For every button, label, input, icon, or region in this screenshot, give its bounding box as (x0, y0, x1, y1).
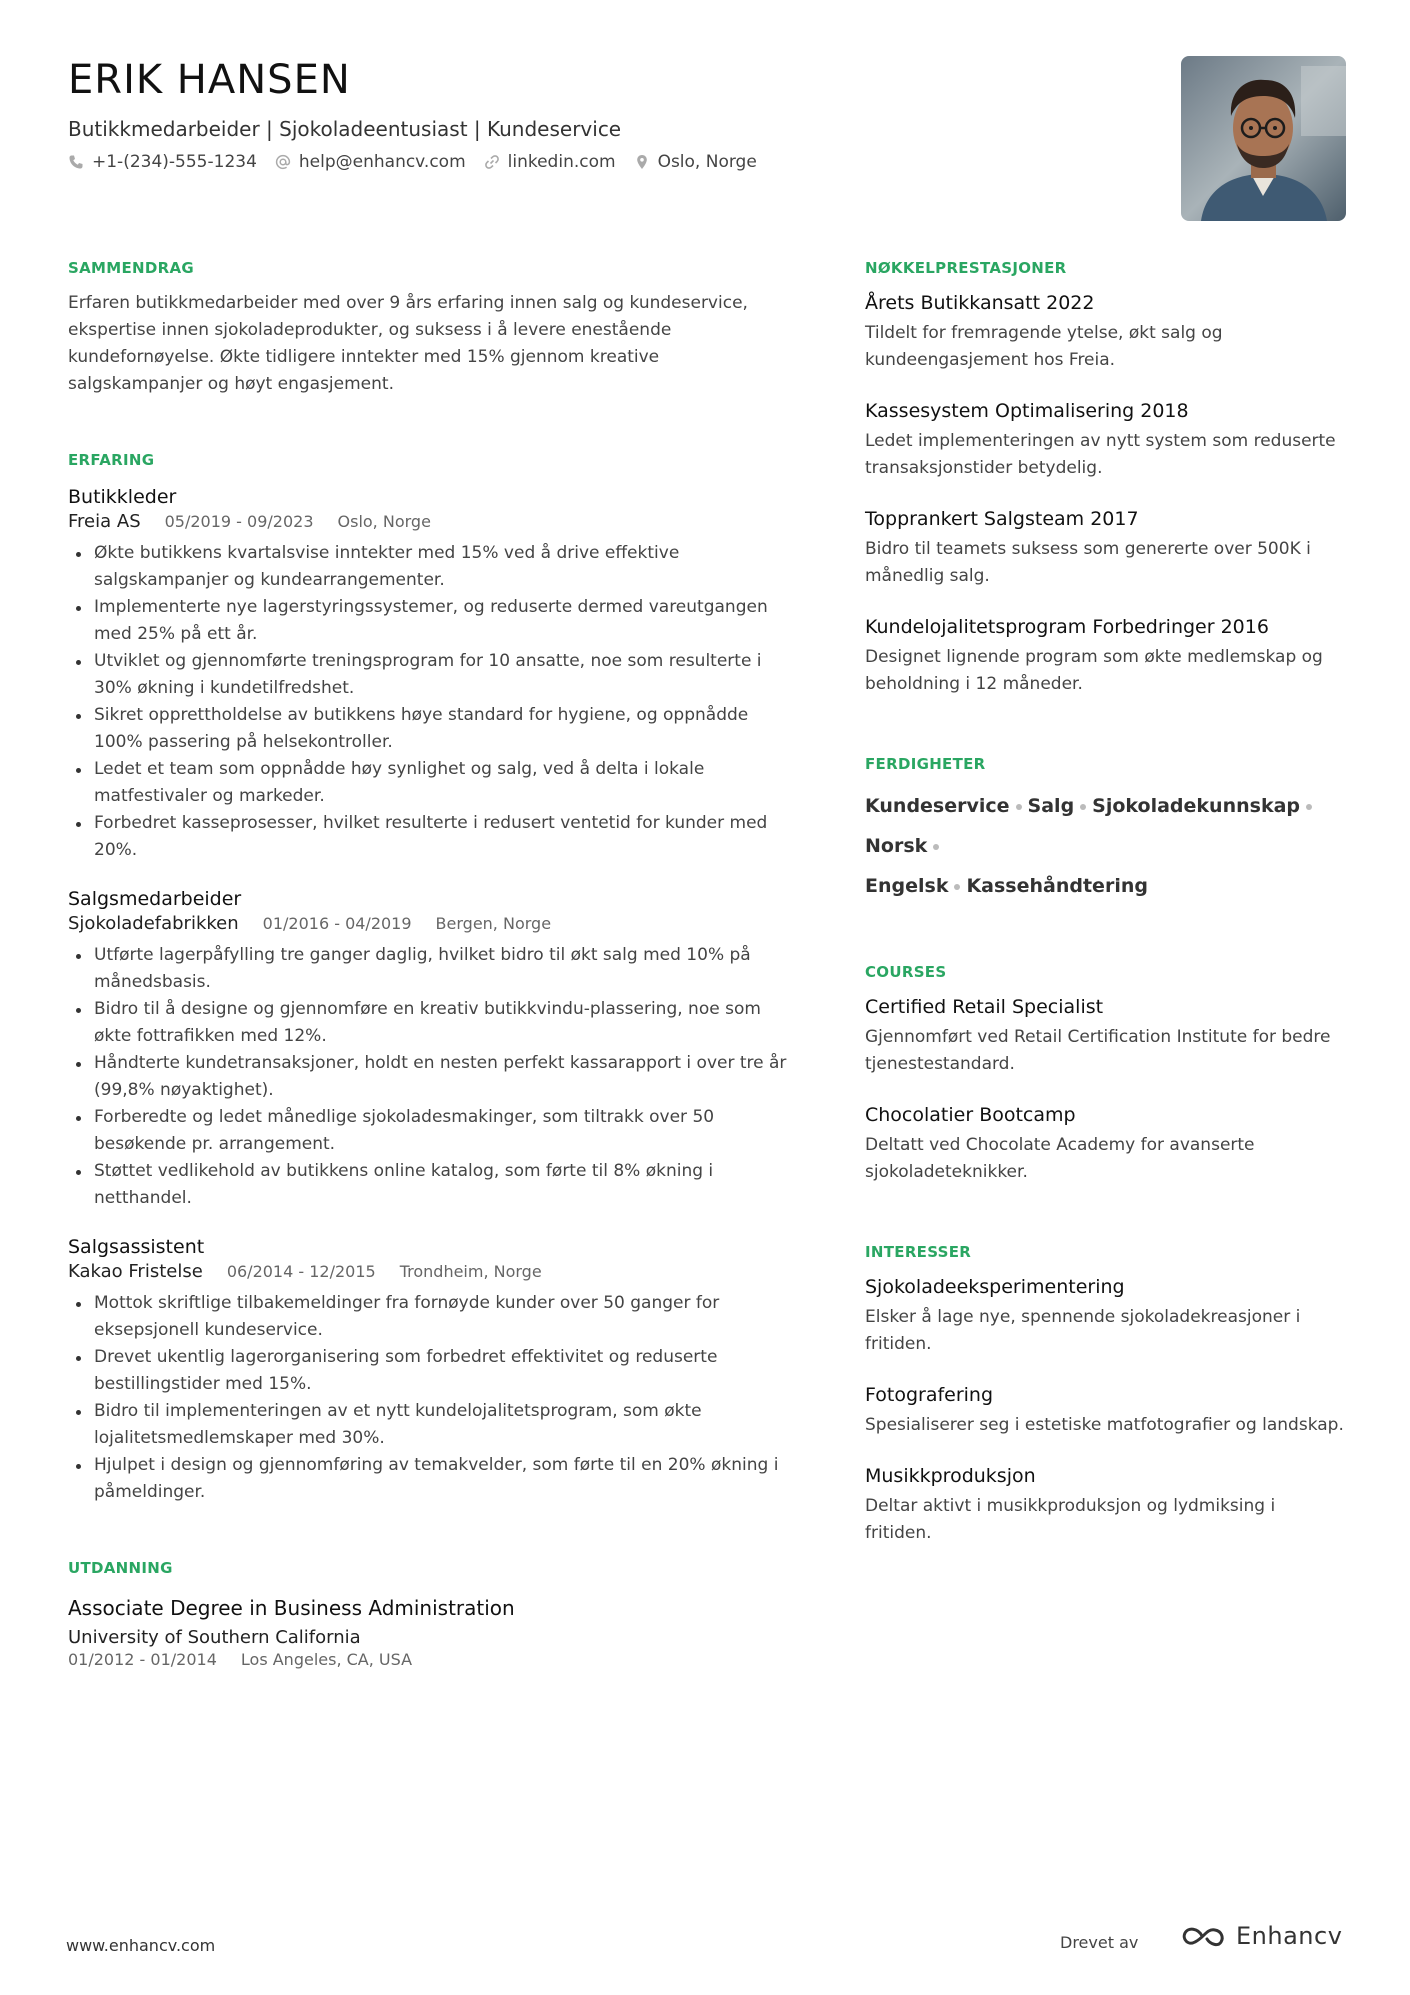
achievement-item (865, 398, 1345, 482)
job-company: Sjokoladefabrikken (68, 913, 239, 934)
footer-powered-by: Drevet av (1060, 1933, 1139, 1952)
interest-title: Fotografering (865, 1384, 994, 1406)
job-bullet: Forberedte og ledet månedlige sjokoladesmakinger, som tiltrakk over 50 besøkende pr. arrangement. (68, 1104, 788, 1158)
job-entry (68, 1234, 788, 1506)
separator-dot (954, 884, 960, 890)
enhancv-logo-icon (1180, 1921, 1228, 1951)
job-bullet: Sikret opprettholdelse av butikkens høye standard for hygiene, og oppnådde 100% passering på helsekontroller. (68, 702, 788, 756)
education-dates: 01/2012 - 01/2014 (68, 1650, 217, 1669)
education-location: Los Angeles, CA, USA (240, 1650, 413, 1669)
contact-email-text: help@enhancv.com (298, 152, 466, 172)
skill-tag: Norsk (865, 835, 928, 857)
job-role: Salgsassistent (68, 1236, 205, 1258)
skill-tag: Salg (1027, 795, 1075, 817)
contact-list (68, 150, 1178, 174)
job-bullet: Utførte lagerpåfylling tre ganger daglig, hvilket bidro til økt salg med 10% på månedsbasis. (68, 942, 788, 996)
headline: Butikkmedarbeider | Sjokoladeentusiast | Kundeservice (68, 117, 622, 141)
skill-tag: Kassehåndtering (966, 875, 1148, 897)
contact-phone-text: +1-(234)-555-1234 (92, 152, 257, 172)
interest-item (865, 1463, 1345, 1547)
achievement-title: Kassesystem Optimalisering 2018 (865, 400, 1189, 422)
course-item (865, 1102, 1345, 1186)
contact-phone (68, 150, 257, 174)
separator-dot (1080, 804, 1086, 810)
interest-desc: Elsker å lage nye, spennende sjokoladekreasjoner i fritiden. (865, 1307, 1301, 1354)
course-title: Certified Retail Specialist (865, 996, 1104, 1018)
achievement-item (865, 614, 1345, 698)
interest-title: Musikkproduksjon (865, 1465, 1036, 1487)
achievements-heading: NØKKELPRESTASJONER (865, 259, 1067, 277)
job-location: Trondheim, Norge (399, 1262, 542, 1281)
summary-text: Erfaren butikkmedarbeider med over 9 års erfaring innen salg og kundeservice, ekspertise innen sjokoladeprodukter, og suksess i å levere enestående kundefornøyelse. Økte tidligere inntekter med 15% gjennom kreative salgskampanjer og høyt engasjement. (68, 293, 748, 394)
achievement-title: Årets Butikkansatt 2022 (865, 292, 1095, 314)
job-bullets (68, 1290, 788, 1506)
skill-tag: Sjokoladekunnskap (1092, 795, 1301, 817)
separator-dot (1016, 804, 1022, 810)
achievement-title: Topprankert Salgsteam 2017 (865, 508, 1139, 530)
profile-photo (1181, 56, 1346, 221)
job-bullet: Mottok skriftlige tilbakemeldinger fra fornøyde kunder over 50 ganger for eksepsjonell kundeservice. (68, 1290, 788, 1344)
education-meta (68, 1650, 788, 1670)
job-meta (68, 510, 788, 534)
left-column (68, 258, 788, 1670)
job-company: Kakao Fristelse (68, 1261, 203, 1282)
job-bullet: Drevet ukentlig lagerorganisering som forbedret effektivitet og reduserte bestillingstider med 15%. (68, 1344, 788, 1398)
contact-linkedin[interactable] (484, 150, 616, 174)
education-school: University of Southern California (68, 1627, 361, 1648)
job-bullet: Bidro til å designe og gjennomføre en kreativ butikkvindu-plassering, noe som økte fottrafikken med 12%. (68, 996, 788, 1050)
education-section (68, 1558, 788, 1670)
achievement-desc: Tildelt for fremragende ytelse, økt salg og kundeengasjement hos Freia. (865, 323, 1223, 370)
achievement-item (865, 290, 1345, 374)
separator-dot (933, 844, 939, 850)
job-dates: 01/2016 - 04/2019 (262, 914, 412, 933)
contact-email[interactable] (275, 150, 466, 174)
at-icon (275, 154, 291, 170)
skill-tag: Engelsk (865, 875, 949, 897)
experience-section (68, 450, 788, 1506)
job-entry (68, 886, 788, 1212)
location-pin-icon (634, 154, 650, 170)
course-title: Chocolatier Bootcamp (865, 1104, 1076, 1126)
contact-location-text: Oslo, Norge (657, 152, 757, 172)
job-bullet: Håndterte kundetransaksjoner, holdt en nesten perfekt kassarapport i over tre år (99,8% nøyaktighet). (68, 1050, 788, 1104)
achievement-title: Kundelojalitetsprogram Forbedringer 2016 (865, 616, 1269, 638)
enhancv-logo[interactable] (1180, 1921, 1342, 1951)
interests-section (865, 1242, 1345, 1547)
job-location: Bergen, Norge (435, 914, 552, 933)
job-bullet: Utviklet og gjennomførte treningsprogram for 10 ansatte, noe som resulterte i 30% økning i kundetilfredshet. (68, 648, 788, 702)
skills-section (865, 754, 1345, 906)
interest-title: Sjokoladeeksperimentering (865, 1276, 1125, 1298)
job-meta (68, 912, 788, 936)
job-dates: 05/2019 - 09/2023 (164, 512, 314, 531)
education-degree: Associate Degree in Business Administration (68, 1596, 515, 1620)
right-column (865, 258, 1345, 1547)
job-role: Salgsmedarbeider (68, 888, 242, 910)
job-dates: 06/2014 - 12/2015 (226, 1262, 376, 1281)
skills-list (865, 786, 1345, 906)
job-location: Oslo, Norge (337, 512, 431, 531)
job-bullet: Støttet vedlikehold av butikkens online katalog, som førte til 8% økning i netthandel. (68, 1158, 788, 1212)
interests-heading: INTERESSER (865, 1243, 972, 1261)
link-icon (484, 154, 500, 170)
education-heading: UTDANNING (68, 1559, 173, 1577)
achievement-item (865, 506, 1345, 590)
job-role: Butikkleder (68, 486, 177, 508)
contact-linkedin-text: linkedin.com (507, 152, 616, 172)
courses-section (865, 962, 1345, 1186)
candidate-name: ERIK HANSEN (68, 57, 351, 103)
separator-dot (1306, 804, 1312, 810)
interest-item (865, 1274, 1345, 1358)
job-bullet: Økte butikkens kvartalsvise inntekter med 15% ved å drive effektive salgskampanjer og kundearrangementer. (68, 540, 788, 594)
skill-tag: Kundeservice (865, 795, 1010, 817)
resume-header (68, 56, 1178, 174)
interest-desc: Spesialiserer seg i estetiske matfotografier og landskap. (865, 1415, 1344, 1435)
job-bullet: Ledet et team som oppnådde høy synlighet og salg, ved å delta i lokale matfestivaler og markeder. (68, 756, 788, 810)
experience-heading: ERFARING (68, 451, 155, 469)
job-bullets (68, 540, 788, 864)
job-bullet: Implementerte nye lagerstyringssystemer, og reduserte dermed vareutgangen med 25% på ett år. (68, 594, 788, 648)
job-bullets (68, 942, 788, 1212)
course-item (865, 994, 1345, 1078)
achievements-section (865, 258, 1345, 698)
interest-desc: Deltar aktivt i musikkproduksjon og lydmiksing i fritiden. (865, 1496, 1276, 1543)
job-bullet: Hjulpet i design og gjennomføring av temakvelder, som førte til en 20% økning i påmeldinger. (68, 1452, 788, 1506)
job-entry (68, 484, 788, 864)
course-desc: Gjennomført ved Retail Certification Institute for bedre tjenestestandard. (865, 1027, 1331, 1074)
footer-website-link[interactable]: www.enhancv.com (66, 1936, 216, 1955)
enhancv-brand-name: Enhancv (1236, 1922, 1343, 1950)
achievement-desc: Bidro til teamets suksess som genererte over 500K i månedlig salg. (865, 539, 1311, 586)
summary-heading: SAMMENDRAG (68, 259, 194, 277)
interest-item (865, 1382, 1345, 1439)
achievement-desc: Ledet implementeringen av nytt system som reduserte transaksjonstider betydelig. (865, 431, 1336, 478)
course-desc: Deltatt ved Chocolate Academy for avanserte sjokoladeteknikker. (865, 1135, 1255, 1182)
job-bullet: Bidro til implementeringen av et nytt kundelojalitetsprogram, som økte lojalitetsmedlemskaper med 30%. (68, 1398, 788, 1452)
contact-location (634, 150, 757, 174)
job-company: Freia AS (68, 511, 141, 532)
job-meta (68, 1260, 788, 1284)
phone-icon (68, 154, 84, 170)
skills-heading: FERDIGHETER (865, 755, 986, 773)
job-bullet: Forbedret kasseprosesser, hvilket resulterte i redusert ventetid for kunder med 20%. (68, 810, 788, 864)
achievement-desc: Designet lignende program som økte medlemskap og beholdning i 12 måneder. (865, 647, 1323, 694)
courses-heading: COURSES (865, 963, 947, 981)
summary-section (68, 258, 788, 398)
